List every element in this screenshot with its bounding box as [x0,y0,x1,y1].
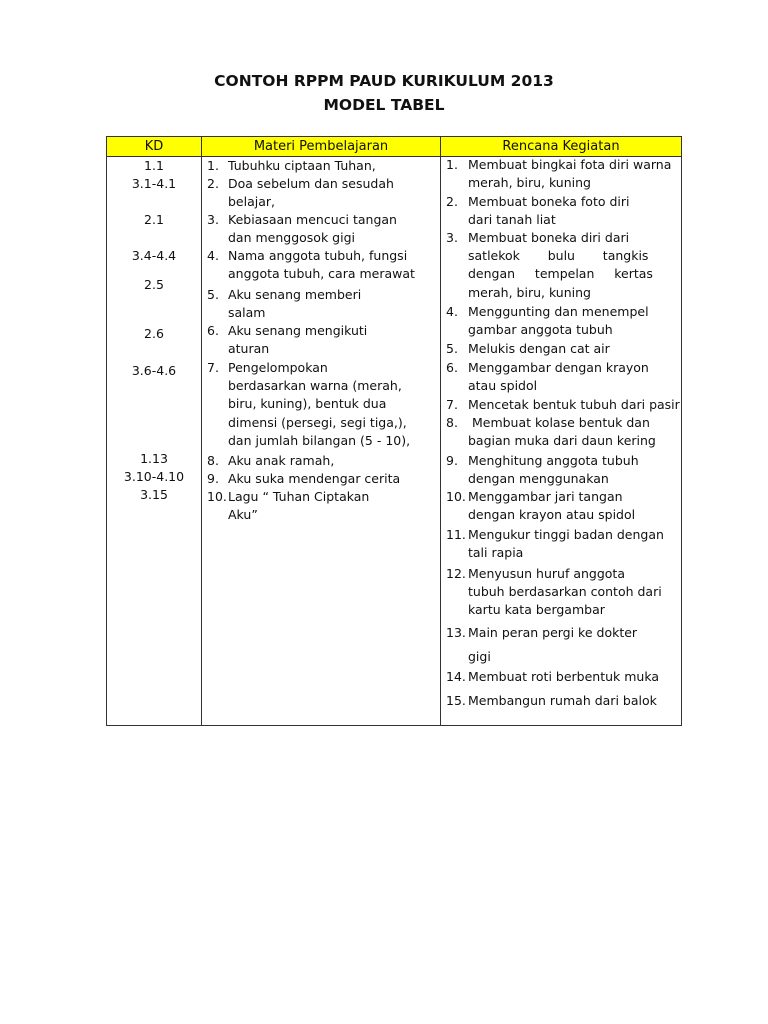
list-number: 14. [446,669,466,684]
list-text: dengan tempelan kertas [468,266,653,282]
list-text: dari tanah liat [468,212,556,228]
list-number: 10. [446,489,466,504]
list-text: kartu kata bergambar [468,602,605,618]
list-number: 8. [446,415,458,430]
list-text: Membuat roti berbentuk muka [468,669,660,684]
list-number: 6. [207,323,219,338]
column-divider [201,136,202,726]
kd-code: 1.13 [140,451,168,466]
list-text: Pengelompokan [228,360,328,375]
kd-code: 3.15 [140,487,168,502]
list-number: 4. [207,248,219,263]
list-text: gigi [468,649,491,664]
list-text: berdasarkan warna (merah, [228,378,402,394]
kd-code: 3.4-4.4 [131,248,177,263]
list-text: Aku suka mendengar cerita [228,471,401,486]
list-text: merah, biru, kuning [468,284,591,300]
list-text: Main peran pergi ke dokter [468,625,638,640]
list-number: 4. [446,304,458,319]
list-text: Menggunting dan menempel [468,304,649,319]
header-kd: KD [107,137,201,156]
kd-code: 3.6-4.6 [131,363,177,378]
list-number: 9. [207,471,219,486]
list-text: Menghitung anggota tubuh [468,453,639,468]
list-text: Aku anak ramah, [228,453,335,468]
list-number: 2. [207,176,219,191]
list-text: Mengukur tinggi badan dengan [468,527,664,542]
list-number: 3. [446,230,458,245]
kd-code: 2.6 [144,326,164,341]
document-subtitle: MODEL TABEL [323,96,445,114]
list-text: Aku senang memberi [228,287,362,302]
list-text: anggota tubuh, cara merawat [228,266,415,282]
list-number: 11. [446,527,466,542]
list-text: gambar anggota tubuh [468,322,613,338]
list-number: 1. [207,158,219,173]
list-number: 7. [446,397,458,412]
list-number: 1. [446,157,458,172]
list-text: dan jumlah bilangan (5 - 10), [228,432,411,448]
list-text: Menggambar dengan krayon [468,360,649,375]
list-text: dimensi (persegi, segi tiga,), [228,414,407,430]
list-text: Mencetak bentuk tubuh dari pasir [468,397,680,412]
list-text: dengan menggunakan [468,471,609,487]
kd-code: 1.1 [144,158,164,173]
column-divider [440,136,441,726]
document-title: CONTOH RPPM PAUD KURIKULUM 2013 [214,72,554,90]
list-text: Membuat bingkai fota diri warna [468,157,672,172]
kd-code: 3.1-4.1 [131,176,177,191]
list-text: satlekok bulu tangkis [468,248,649,264]
list-text: biru, kuning), bentuk dua [228,396,387,412]
list-text: Menyusun huruf anggota [468,566,625,581]
list-text: belajar, [228,194,276,210]
list-text: Aku senang mengikuti [228,323,368,338]
header-materi: Materi Pembelajaran [202,137,440,156]
list-number: 7. [207,360,219,375]
list-number: 8. [207,453,219,468]
list-number: 6. [446,360,458,375]
list-text: Doa sebelum dan sesudah [228,176,394,191]
list-text: salam [228,305,266,321]
list-text: Nama anggota tubuh, fungsi [228,248,408,263]
list-text: Kebiasaan mencuci tangan [228,212,397,227]
kd-code: 2.1 [144,212,164,227]
list-number: 12. [446,566,466,581]
list-text: merah, biru, kuning [468,175,591,191]
list-text: Menggambar jari tangan [468,489,623,504]
list-number: 13. [446,625,466,640]
list-text: Aku” [228,507,258,523]
list-text: dan menggosok gigi [228,230,355,246]
list-text: Tubuhku ciptaan Tuhan, [228,158,376,173]
list-text: Melukis dengan cat air [468,341,610,356]
list-text: tubuh berdasarkan contoh dari [468,584,662,600]
list-text: Membangun rumah dari balok [468,693,657,708]
list-text: bagian muka dari daun kering [468,433,656,449]
list-number: 5. [446,341,458,356]
list-text: Membuat boneka foto diri [468,194,630,209]
kd-code: 3.10-4.10 [123,469,185,484]
list-text: atau spidol [468,378,538,394]
list-text: dengan krayon atau spidol [468,507,636,523]
list-number: 10. [207,489,227,504]
list-number: 15. [446,693,466,708]
list-text: Membuat kolase bentuk dan [468,415,650,430]
list-text: aturan [228,341,270,357]
header-kegiatan: Rencana Kegiatan [441,137,681,156]
list-text: Lagu “ Tuhan Ciptakan [228,489,370,504]
list-number: 5. [207,287,219,302]
list-number: 2. [446,194,458,209]
list-number: 9. [446,453,458,468]
list-text: Membuat boneka diri dari [468,230,630,245]
list-text: tali rapia [468,545,524,561]
list-number: 3. [207,212,219,227]
kd-code: 2.5 [144,277,164,292]
